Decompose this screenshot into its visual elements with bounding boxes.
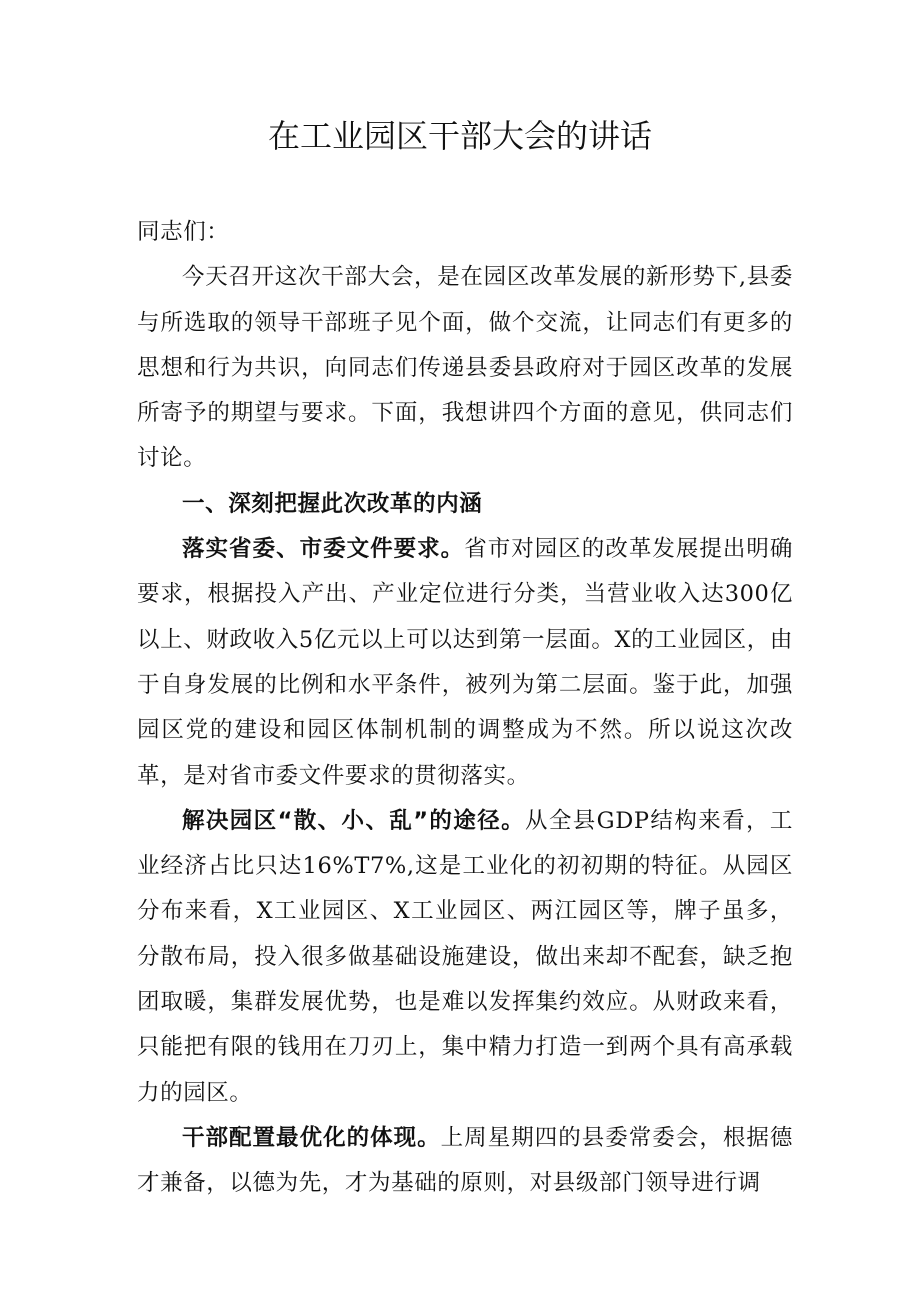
paragraph-3 — [137, 1116, 793, 1207]
section-heading: 一、深刻把握此次改革的内涵 — [182, 490, 483, 517]
paragraph-1-lead: 落实省委、市委文件要求。 — [182, 536, 465, 563]
paragraph-1 — [137, 527, 793, 799]
document-title: 在工业园区干部大会的讲话 — [267, 117, 652, 155]
document-body — [137, 210, 793, 1207]
paragraph-2 — [137, 799, 793, 1116]
intro-paragraph: 今天召开这次干部大会，是在园区改革发展的新形势下,县委与所选取的领导干部班子见个面，做个交流，让同志们有更多的思想和行为共识，向同志们传递县委县政府对于园区改革的发展所寄予的期望与要求。下面，我想讲四个方面的意见，供同志们讨论。 — [137, 264, 793, 472]
paragraph-1-text: 省市对园区的改革发展提出明确要求，根据投入产出、产业定位进行分类，当营业收入达300亿以上、财政收入5亿元以上可以达到第一层面。X的工业园区，由于自身发展的比例和水平条件，被列为第二层面。鉴于此，加强园区党的建设和园区体制机制的调整成为不然。所以说这次改革，是对省市委文件要求的贯彻落实。 — [137, 536, 794, 789]
paragraph-3-text: 上周星期四的县委常委会，根据德才兼备，以德为先，才为基础的原则，对县级部门领导进行调 — [137, 1124, 793, 1197]
salutation: 同志们： — [137, 219, 230, 245]
paragraph-3-lead: 干部配置最优化的体现。 — [182, 1124, 441, 1151]
paragraph-2-text: 从全县GDP结构来看，工业经济占比只达16%T7%,这是工业化的初初期的特征。从园区分布来看，X工业园区、X工业园区、两江园区等，牌子虽多，分散布局，投入很多做基础设施建设，做出来却不配套，缺乏抱团取暖，集群发展优势，也是难以发挥集约效应。从财政来看，只能把有限的钱用在刀刃上，集中精力打造一到两个具有高承载力的园区。 — [137, 807, 794, 1106]
paragraph-2-lead: 解决园区“散、小、乱”的途径。 — [182, 807, 525, 834]
